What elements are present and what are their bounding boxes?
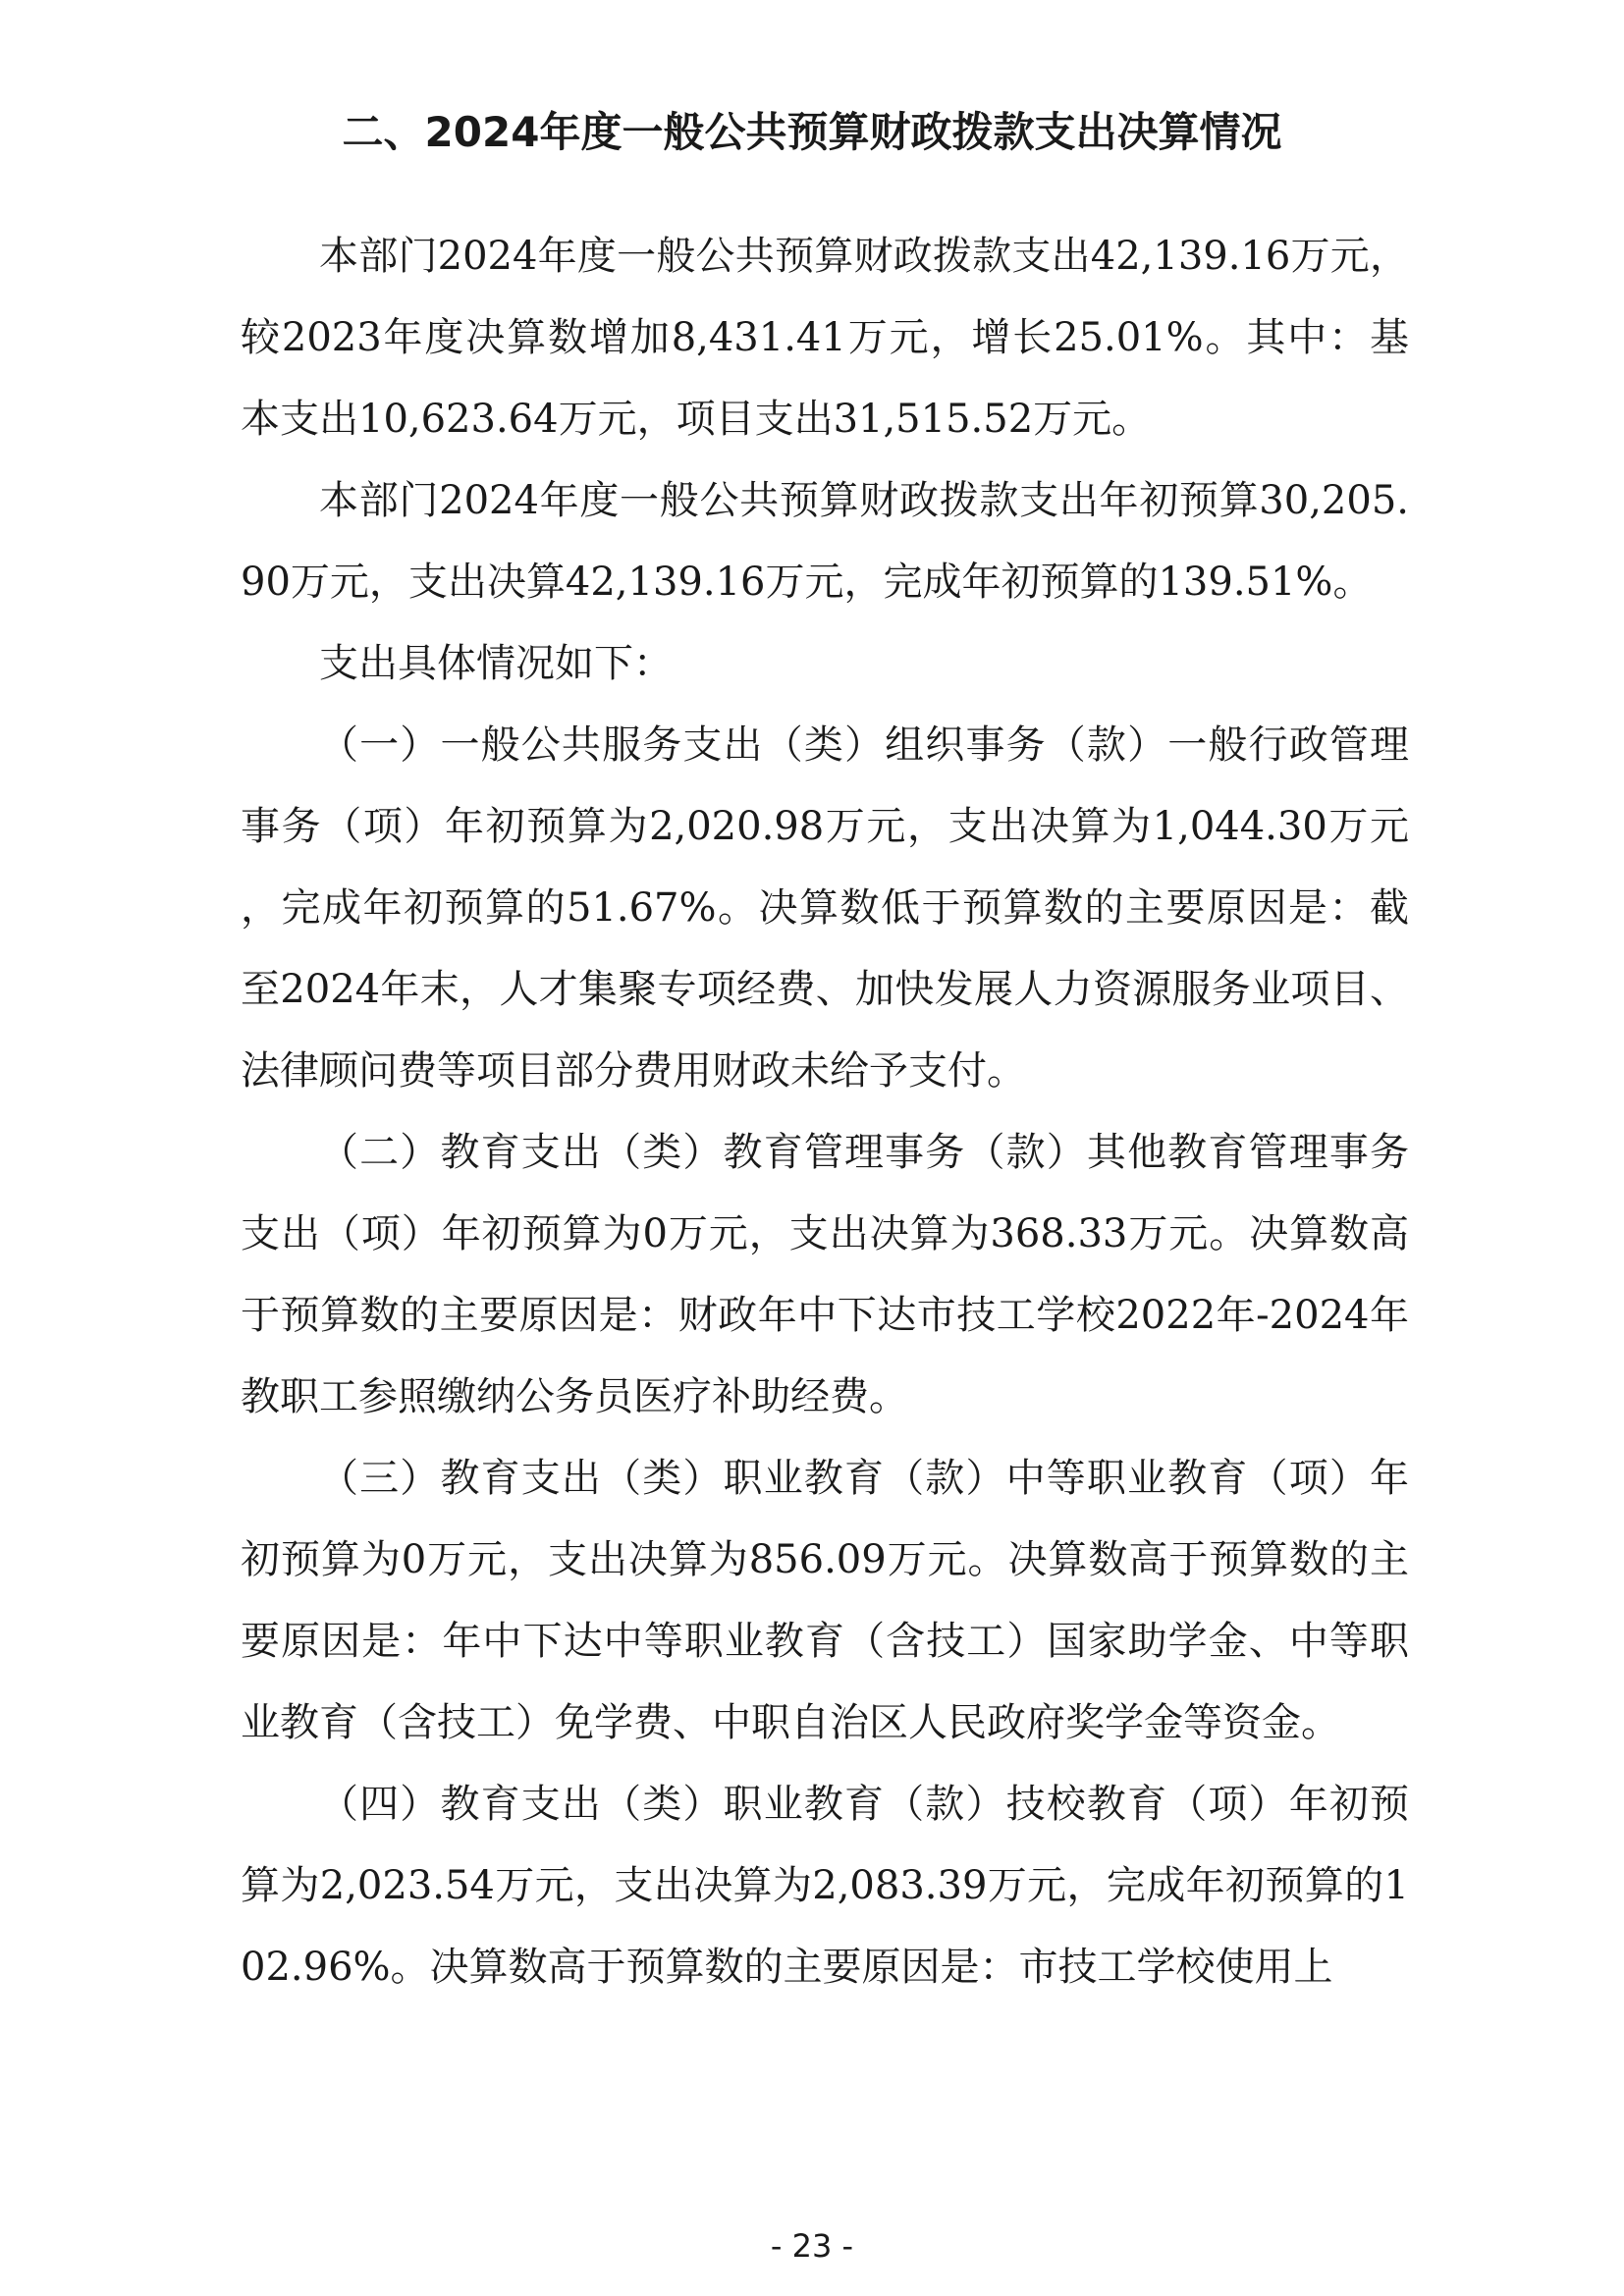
paragraph-item-1: （一）一般公共服务支出（类）组织事务（款）一般行政管理事务（项）年初预算为2,020.98万元，支出决算为1,044.30万元，完成年初预算的51.67%。决算数低于预算数的主要原因是：截至2024年末，人才集聚专项经费、加快发展人力资源服务业项目、法律顾问费等项目部分费用财政未给予支付。	[241, 722, 1409, 1094]
paragraph-details-intro: 支出具体情况如下：	[319, 641, 673, 686]
paragraph-item-4: （四）教育支出（类）职业教育（款）技校教育（项）年初预算为2,023.54万元，支出决算为2,083.39万元，完成年初预算的102.96%。决算数高于预算数的主要原因是：市技工学校使用上	[241, 1782, 1409, 1990]
paragraph-item-2: （二）教育支出（类）教育管理事务（款）其他教育管理事务支出（项）年初预算为0万元，支出决算为368.33万元。决算数高于预算数的主要原因是：财政年中下达市技工学校2022年-2024年教职工参照缴纳公务员医疗补助经费。	[241, 1130, 1409, 1419]
paragraph-item-3: （三）教育支出（类）职业教育（款）中等职业教育（项）年初预算为0万元，支出决算为856.09万元。决算数高于预算数的主要原因是：年中下达中等职业教育（含技工）国家助学金、中等职业教育（含技工）免学费、中职自治区人民政府奖学金等资金。	[241, 1456, 1409, 1745]
page-number: - 23 -	[770, 2227, 854, 2265]
paragraph-budget-completion: 本部门2024年度一般公共预算财政拨款支出年初预算30,205.90万元，支出决算42,139.16万元，完成年初预算的139.51%。	[241, 478, 1409, 605]
paragraph-total-expenditure: 本部门2024年度一般公共预算财政拨款支出42,139.16万元，较2023年度决算数增加8,431.41万元，增长25.01%。其中：基本支出10,623.64万元，项目支出31,515.52万元。	[241, 234, 1409, 442]
section-heading: 二、2024年度一般公共预算财政拨款支出决算情况	[342, 108, 1282, 156]
body-text	[241, 216, 1409, 2008]
